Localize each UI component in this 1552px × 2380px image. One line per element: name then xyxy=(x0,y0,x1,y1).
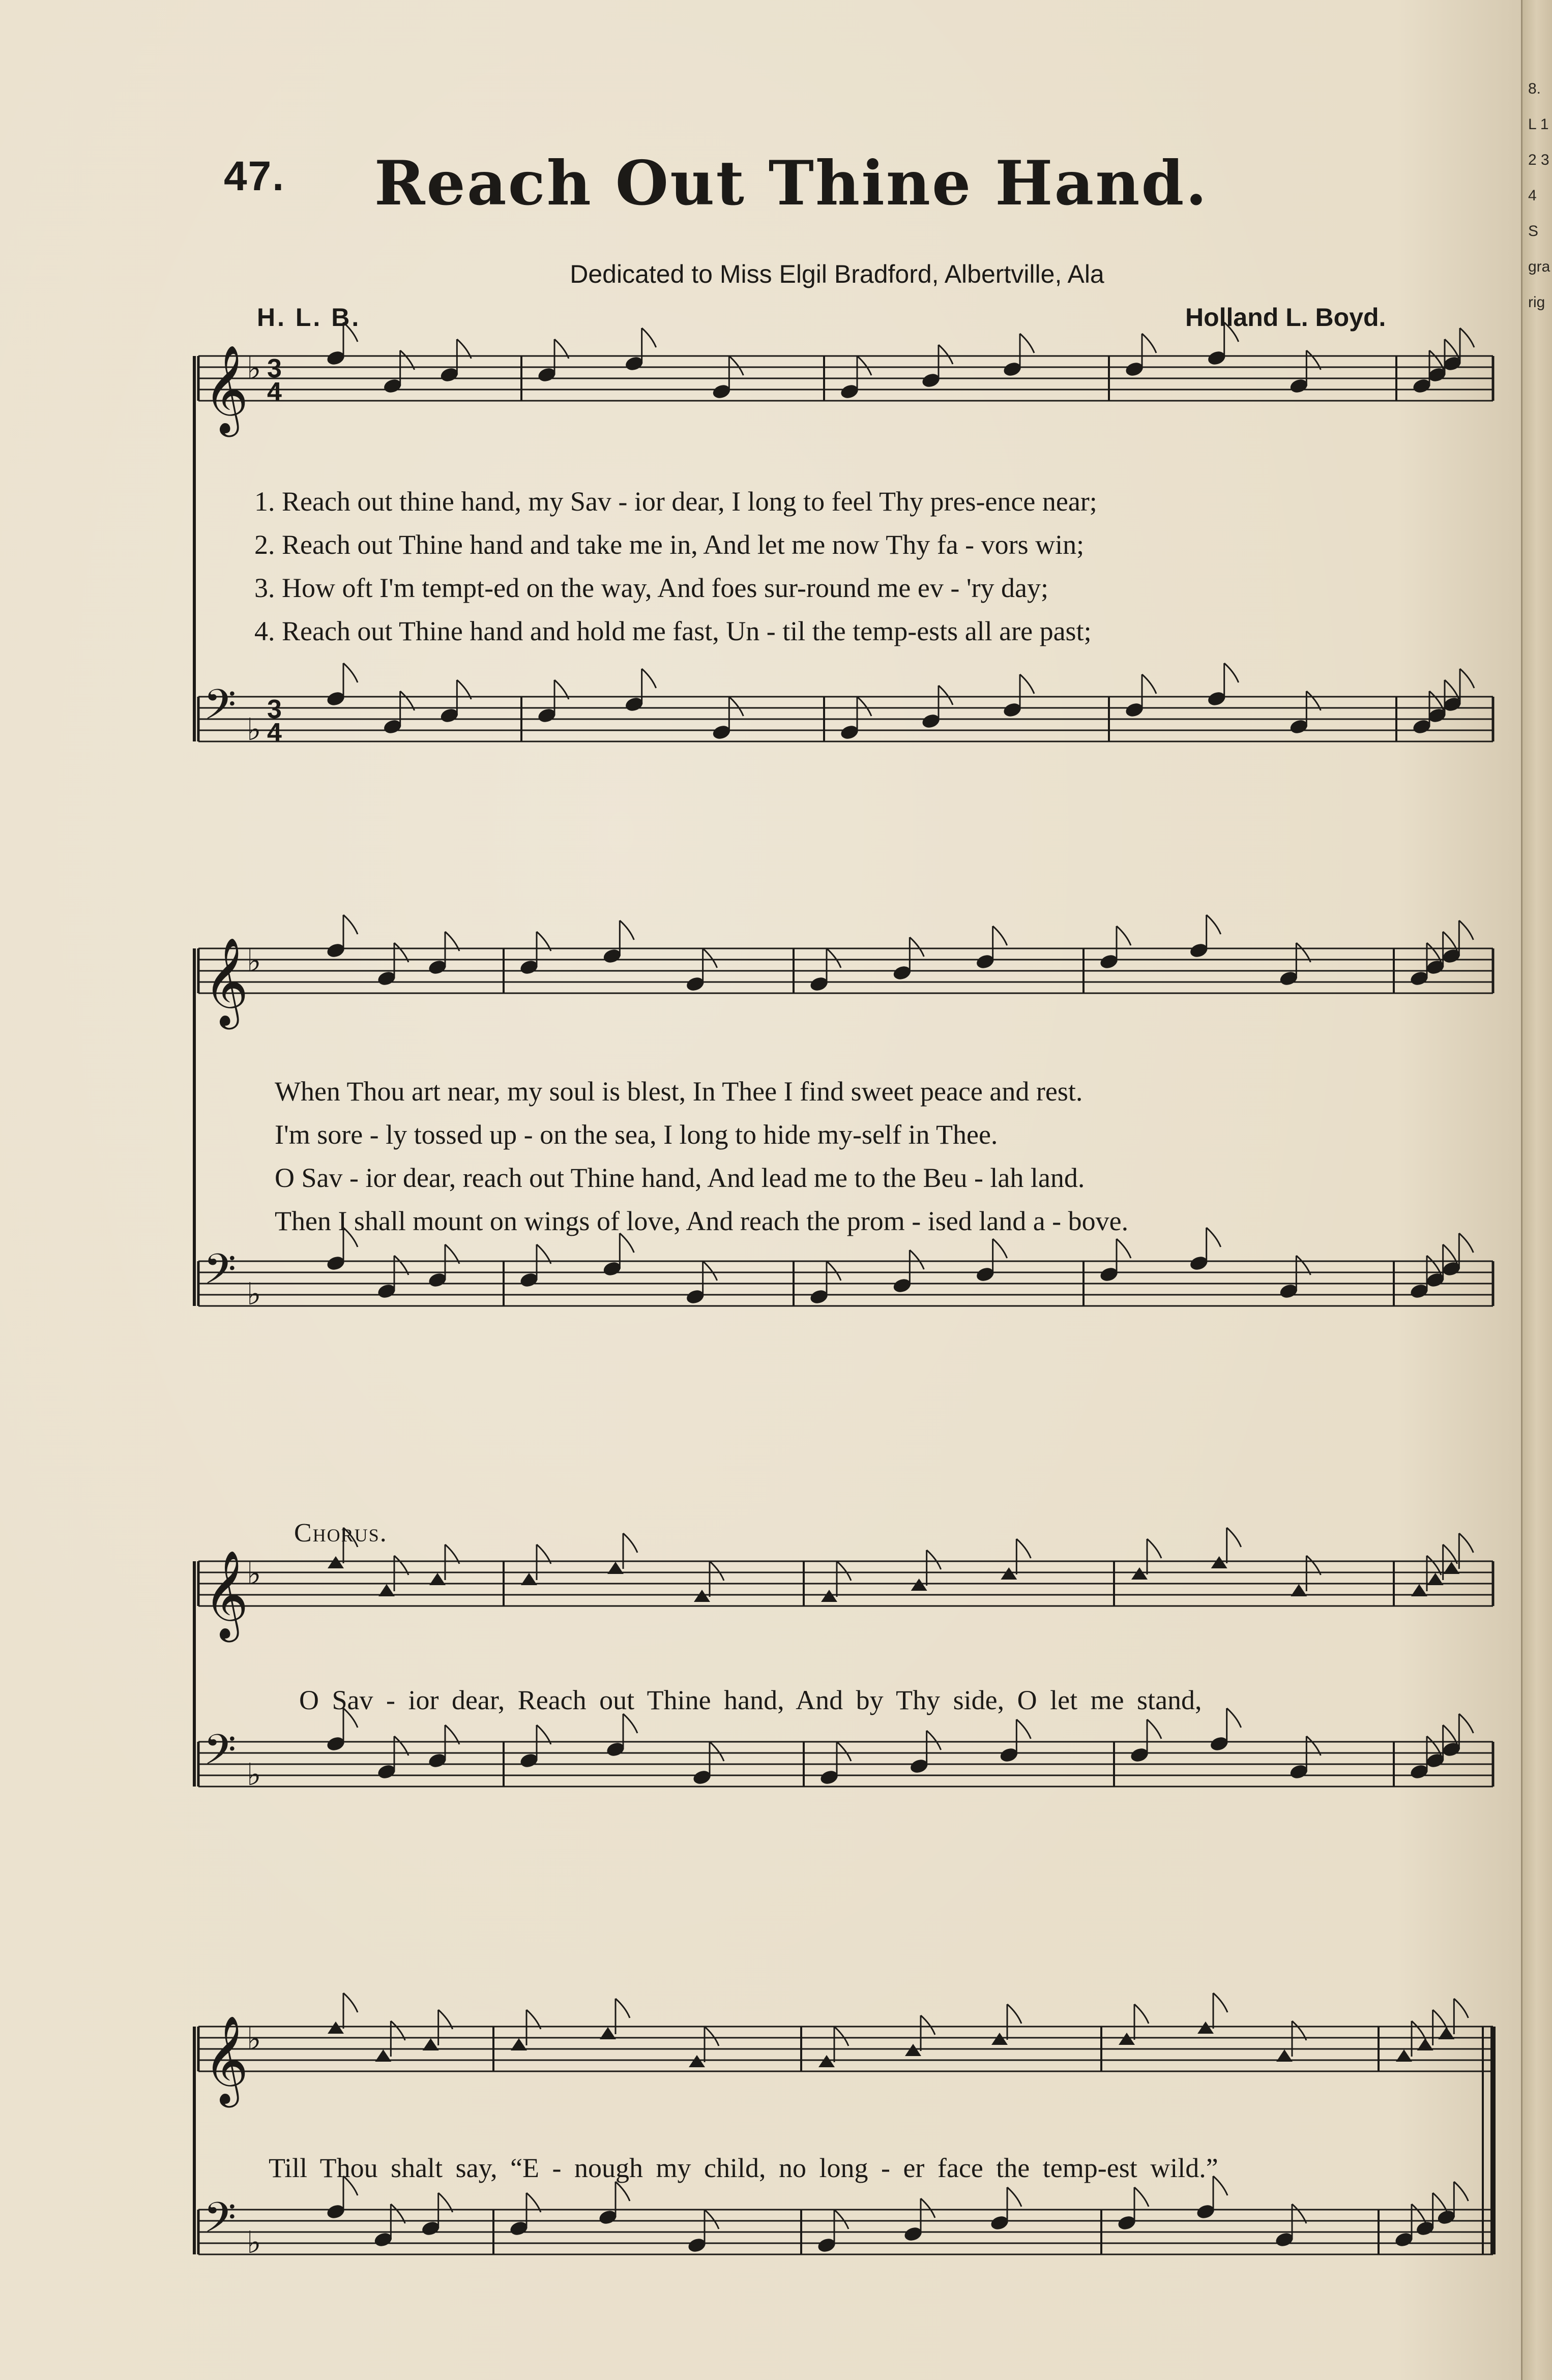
note-flag xyxy=(1207,915,1221,934)
note-head xyxy=(1001,1567,1017,1580)
note-head xyxy=(1276,2049,1293,2062)
note-flag xyxy=(343,1993,358,2012)
flat-icon: ♭ xyxy=(247,1276,261,1312)
note-head xyxy=(600,2027,616,2039)
note-flag xyxy=(710,1561,724,1581)
note-flag xyxy=(1117,1239,1131,1258)
note-flag xyxy=(1020,334,1034,353)
note-flag xyxy=(837,1742,851,1761)
next-page-edge-text: 8. L 1 2 3 4 S gra rig xyxy=(1528,80,1550,311)
bass-clef-icon: 𝄢 xyxy=(203,1725,237,1784)
note-flag xyxy=(1147,1539,1161,1558)
note-flag xyxy=(1224,663,1239,682)
note-flag xyxy=(343,915,358,934)
note-flag xyxy=(623,1714,637,1733)
verse-line-4: 4. Reach out Thine hand and hold me fast, Un - til the temp-ests all are past; xyxy=(254,616,1092,646)
flat-icon: ♭ xyxy=(247,351,261,386)
note-flag xyxy=(729,697,743,716)
note-flag xyxy=(827,1261,841,1281)
treble-clef-icon: 𝄞 xyxy=(203,345,249,433)
note-head xyxy=(375,2049,391,2062)
note-head xyxy=(429,1573,446,1585)
verse-line-2-cont: I'm sore - ly tossed up - on the sea, I long to hide my-self in Thee. xyxy=(275,1119,998,1150)
lyricist-credit: H. L. B. xyxy=(257,303,361,332)
note-head xyxy=(694,1590,710,1602)
note-flag xyxy=(939,686,953,705)
flat-icon: ♭ xyxy=(247,712,261,748)
note-flag xyxy=(642,669,656,688)
note-head xyxy=(1197,2021,1214,2034)
note-head xyxy=(821,1590,837,1602)
note-flag xyxy=(705,2027,719,2046)
note-flag xyxy=(1134,2187,1149,2207)
composer-credit: Holland L. Boyd. xyxy=(1185,303,1386,332)
note-flag xyxy=(834,2210,848,2229)
note-flag xyxy=(616,1999,630,2018)
time-signature-bottom: 4 xyxy=(267,377,282,407)
bass-clef-icon: 𝄢 xyxy=(203,1244,237,1304)
note-head xyxy=(991,2033,1008,2045)
note-flag xyxy=(1147,1719,1161,1739)
note-head xyxy=(328,2021,344,2034)
note-flag xyxy=(616,2182,630,2201)
note-flag xyxy=(1454,2182,1468,2201)
hymn-number: 47. xyxy=(224,153,285,199)
note-head xyxy=(689,2055,705,2067)
note-flag xyxy=(705,2210,719,2229)
note-flag xyxy=(729,356,743,375)
chorus-line-2: Till Thou shalt say, “E - nough my child, no long - er face the temp-est wild.” xyxy=(269,2153,1218,2183)
verse-line-2: 2. Reach out Thine hand and take me in, And let me now Thy fa - vors win; xyxy=(254,529,1085,560)
note-flag xyxy=(1224,322,1239,342)
treble-clef-icon: 𝄞 xyxy=(203,937,249,1026)
note-head xyxy=(378,1584,395,1596)
note-head xyxy=(423,2038,439,2050)
note-flag xyxy=(927,1731,941,1750)
note-flag xyxy=(1117,926,1131,945)
note-flag xyxy=(710,1742,724,1761)
note-flag xyxy=(921,2198,935,2218)
treble-clef-icon: 𝄞 xyxy=(203,1550,249,1639)
note-head xyxy=(1291,1584,1307,1596)
note-flag xyxy=(1454,1999,1468,2018)
note-head xyxy=(1438,2027,1454,2039)
note-head xyxy=(1211,1556,1227,1568)
note-flag xyxy=(343,663,358,682)
dedication: Dedicated to Miss Elgil Bradford, Albertville, Ala xyxy=(570,260,1104,288)
verse-line-3-cont: O Sav - ior dear, reach out Thine hand, And lead me to the Beu - lah land. xyxy=(275,1163,1085,1193)
note-flag xyxy=(1142,334,1156,353)
note-flag xyxy=(993,926,1007,945)
note-flag xyxy=(1459,1714,1473,1733)
chorus-label: Chorus. xyxy=(294,1519,388,1548)
note-flag xyxy=(993,1239,1007,1258)
note-flag xyxy=(939,345,953,364)
flat-icon: ♭ xyxy=(247,943,261,979)
note-flag xyxy=(1459,1233,1473,1253)
note-flag xyxy=(1459,920,1473,940)
time-signature-top: 3 xyxy=(267,354,282,383)
note-flag xyxy=(1227,1708,1241,1728)
note-head xyxy=(905,2044,921,2056)
note-head xyxy=(521,1573,537,1585)
note-flag xyxy=(1142,674,1156,694)
note-head xyxy=(1417,2038,1433,2050)
note-head xyxy=(1131,1567,1148,1580)
note-flag xyxy=(1007,2004,1021,2024)
note-flag xyxy=(1207,1228,1221,1247)
note-flag xyxy=(1016,1539,1031,1558)
note-flag xyxy=(1459,1533,1473,1553)
flat-icon: ♭ xyxy=(247,2021,261,2057)
flat-icon: ♭ xyxy=(247,2225,261,2260)
note-flag xyxy=(834,2027,848,2046)
note-flag xyxy=(927,1550,941,1569)
note-flag xyxy=(921,2015,935,2035)
verse-line-4-cont: Then I shall mount on wings of love, And reach the prom - ised land a - bove. xyxy=(275,1206,1129,1236)
note-flag xyxy=(910,1250,924,1269)
note-flag xyxy=(1460,669,1474,688)
note-head xyxy=(1119,2033,1135,2045)
bass-clef-icon: 𝄢 xyxy=(203,680,237,739)
note-flag xyxy=(1016,1719,1031,1739)
note-flag xyxy=(837,1561,851,1581)
note-flag xyxy=(703,1261,717,1281)
flat-icon: ♭ xyxy=(247,1556,261,1592)
flat-icon: ♭ xyxy=(247,1757,261,1793)
treble-clef-icon: 𝄞 xyxy=(203,2015,249,2104)
note-flag xyxy=(827,948,841,968)
verse-line-1-cont: When Thou art near, my soul is blest, In Thee I find sweet peace and rest. xyxy=(275,1076,1083,1107)
note-head xyxy=(607,1562,624,1574)
hymn-title: Reach Out Thine Hand. xyxy=(374,147,1209,219)
time-signature-bottom: 4 xyxy=(267,718,282,748)
verse-line-3: 3. How oft I'm tempt-ed on the way, And foes sur-round me ev - 'ry day; xyxy=(254,573,1049,603)
note-flag xyxy=(703,948,717,968)
verse-line-1: 1. Reach out thine hand, my Sav - ior dear, I long to feel Thy pres-ence near; xyxy=(254,486,1097,517)
note-flag xyxy=(1213,1993,1227,2012)
time-signature-top: 3 xyxy=(267,695,282,724)
note-flag xyxy=(1134,2004,1149,2024)
note-head xyxy=(818,2055,835,2067)
note-flag xyxy=(1020,674,1034,694)
note-flag xyxy=(1227,1528,1241,1547)
note-head xyxy=(1396,2049,1412,2062)
note-flag xyxy=(642,328,656,347)
note-flag xyxy=(857,697,871,716)
note-flag xyxy=(857,356,871,375)
note-flag xyxy=(910,937,924,957)
note-flag xyxy=(623,1533,637,1553)
note-head xyxy=(511,2038,527,2050)
bass-clef-icon: 𝄢 xyxy=(203,2193,237,2252)
note-flag xyxy=(620,920,634,940)
note-head xyxy=(911,1579,927,1591)
note-flag xyxy=(1460,328,1474,347)
note-flag xyxy=(343,322,358,342)
note-flag xyxy=(1007,2187,1021,2207)
note-head xyxy=(328,1556,344,1568)
note-head xyxy=(1411,1584,1427,1596)
chorus-line-1: O Sav - ior dear, Reach out Thine hand, And by Thy side, O let me stand, xyxy=(299,1685,1202,1715)
